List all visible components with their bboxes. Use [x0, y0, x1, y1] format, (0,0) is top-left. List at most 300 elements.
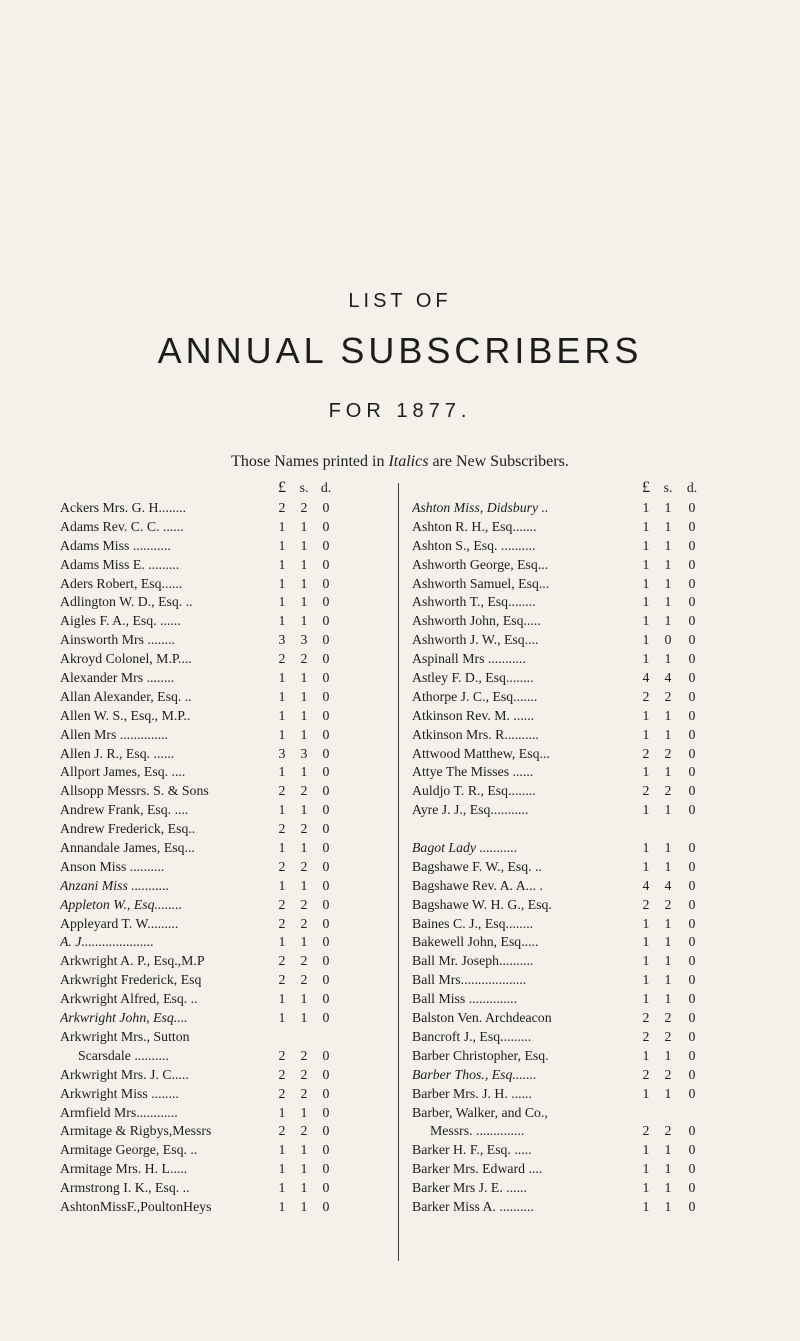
- subscriber-name: Ashworth George, Esq...: [412, 556, 549, 572]
- shillings-value: 1: [664, 858, 672, 874]
- subscriber-row: [412, 593, 757, 612]
- subscriber-name: Adlington W. D., Esq. ..: [60, 594, 193, 610]
- pounds-value: 1: [278, 991, 286, 1007]
- pounds-value: 1: [278, 1161, 286, 1177]
- shillings-value: 2: [664, 783, 672, 799]
- subscriber-name: Allen J. R., Esq. ......: [60, 745, 175, 761]
- shillings-header: s.: [299, 480, 309, 495]
- shillings-value: 2: [664, 745, 672, 761]
- shillings-value: 1: [300, 802, 308, 818]
- pounds-value: 1: [642, 840, 650, 856]
- subscriber-row: [60, 877, 395, 896]
- pence-value: 0: [688, 726, 696, 742]
- pence-header: d.: [686, 480, 698, 495]
- subscriber-name: Allport James, Esq. ....: [60, 764, 186, 780]
- subscriber-row: [60, 1141, 395, 1160]
- pence-value: 0: [322, 1047, 330, 1063]
- pounds-value: 1: [278, 840, 286, 856]
- subscriber-row: [60, 1028, 395, 1047]
- subscriber-name: Barber Christopher, Esq.: [412, 1047, 549, 1063]
- subscriber-row: [412, 1066, 757, 1085]
- subscriber-row: [412, 1198, 757, 1217]
- pence-value: 0: [688, 500, 696, 515]
- subscriber-name: Bakewell John, Esq.....: [412, 934, 539, 950]
- note-text-after: are New Subscribers.: [428, 453, 569, 470]
- shillings-value: 1: [664, 518, 672, 534]
- pence-value: 0: [322, 840, 330, 856]
- subscriber-row: [60, 1198, 395, 1217]
- shillings-value: 1: [300, 575, 308, 591]
- pence-value: 0: [322, 575, 330, 591]
- shillings-value: 1: [300, 556, 308, 572]
- pence-value: 0: [688, 953, 696, 969]
- pounds-value: 1: [642, 858, 650, 874]
- subscriber-name: Adams Miss E. .........: [60, 556, 180, 572]
- subscriber-row: [60, 952, 395, 971]
- shillings-value: 1: [300, 518, 308, 534]
- pounds-value: 1: [642, 972, 650, 988]
- subscriber-row: [412, 801, 757, 820]
- pounds-value: 1: [278, 556, 286, 572]
- list-title: LIST OF: [348, 290, 452, 312]
- subscriber-name: Barber Thos., Esq.......: [412, 1066, 537, 1082]
- subscriber-name: Appleton W., Esq........: [60, 896, 183, 912]
- subscriber-name: Barber, Walker, and Co.,: [412, 1104, 548, 1120]
- pounds-value: 1: [642, 726, 650, 742]
- subscriber-name: Ackers Mrs. G. H........: [60, 500, 187, 515]
- shillings-value: 1: [664, 1198, 672, 1214]
- subscriber-name: Ashworth J. W., Esq....: [412, 632, 539, 648]
- pence-value: 0: [322, 877, 330, 893]
- subscriber-name: Bagshawe Rev. A. A... .: [412, 877, 543, 893]
- subscriber-name: Adams Miss ...........: [60, 537, 171, 553]
- subscriber-name: Armstrong I. K., Esq. ..: [60, 1180, 190, 1196]
- pence-value: 0: [688, 858, 696, 874]
- subscriber-row: [60, 1009, 395, 1028]
- pence-value: 0: [688, 575, 696, 591]
- pence-value: 0: [688, 1123, 696, 1139]
- subscriber-row: [412, 1104, 757, 1123]
- pence-value: 0: [322, 991, 330, 1007]
- subscriber-name: Athorpe J. C., Esq.......: [412, 688, 538, 704]
- pence-value: 0: [322, 613, 330, 629]
- shillings-value: 1: [664, 707, 672, 723]
- pence-value: 0: [688, 1198, 696, 1214]
- pounds-value: 2: [642, 896, 650, 912]
- pounds-value: 1: [642, 575, 650, 591]
- subscriber-row: [60, 707, 395, 726]
- subscriber-row: [60, 1066, 395, 1085]
- pence-value: 0: [322, 858, 330, 874]
- pounds-value: 2: [642, 783, 650, 799]
- subscriber-row: [412, 1160, 757, 1179]
- subscriber-name: Astley F. D., Esq........: [412, 670, 534, 686]
- pounds-value: 1: [278, 670, 286, 686]
- subscriber-row: [412, 1028, 757, 1047]
- subscriber-name: Bagot Lady ...........: [412, 840, 518, 856]
- subscriber-name: Ayre J. J., Esq...........: [412, 802, 529, 818]
- shillings-value: 2: [664, 1010, 672, 1026]
- pounds-value: 4: [642, 877, 650, 893]
- subscriber-row: [412, 631, 757, 650]
- subscriber-name: Arkwright Mrs., Sutton: [60, 1028, 190, 1044]
- pounds-value: 3: [278, 632, 286, 648]
- pence-value: 0: [688, 1010, 696, 1026]
- shillings-value: 2: [664, 688, 672, 704]
- subscriber-row: [412, 669, 757, 688]
- subscriber-row: [60, 763, 395, 782]
- subscriber-row: [412, 537, 757, 556]
- pounds-value: 1: [642, 1085, 650, 1101]
- pounds-value: 2: [278, 972, 286, 988]
- column-header-left: [60, 477, 395, 499]
- pounds-value: 1: [642, 1142, 650, 1158]
- subscriber-row: [60, 820, 395, 839]
- shillings-value: 1: [300, 726, 308, 742]
- shillings-value: 1: [664, 802, 672, 818]
- subscriber-name: Messrs. ..............: [430, 1123, 525, 1139]
- shillings-value: 1: [300, 877, 308, 893]
- subscriber-row: [60, 593, 395, 612]
- subscriber-name: Armfield Mrs............: [60, 1104, 178, 1120]
- shillings-value: 2: [300, 1123, 308, 1139]
- column-divider: [398, 483, 399, 1261]
- shillings-value: 2: [300, 972, 308, 988]
- subscriber-row: [412, 499, 757, 518]
- pence-value: 0: [322, 1085, 330, 1101]
- pounds-value: 2: [642, 1066, 650, 1082]
- subscriber-name: Bagshawe W. H. G., Esq.: [412, 896, 552, 912]
- subscriber-row: [412, 839, 757, 858]
- pounds-value: 1: [642, 915, 650, 931]
- pounds-value: 1: [642, 1180, 650, 1196]
- pounds-value: 1: [642, 707, 650, 723]
- pence-value: 0: [322, 915, 330, 931]
- subscriber-row: [412, 556, 757, 575]
- pence-value: 0: [322, 670, 330, 686]
- subscriber-name: Ashton Miss, Didsbury ..: [412, 500, 549, 515]
- pence-value: 0: [322, 556, 330, 572]
- subscriber-row: [412, 952, 757, 971]
- shillings-value: 2: [300, 1066, 308, 1082]
- pounds-value: 3: [278, 745, 286, 761]
- shillings-value: 1: [664, 915, 672, 931]
- subscriber-row: [412, 1122, 757, 1141]
- subscriber-name: Attwood Matthew, Esq...: [412, 745, 550, 761]
- pounds-value: 2: [278, 953, 286, 969]
- pence-value: 0: [688, 651, 696, 667]
- pounds-value: 2: [278, 896, 286, 912]
- pence-value: 0: [322, 1161, 330, 1177]
- pounds-value: 1: [278, 1104, 286, 1120]
- subscriber-row: [60, 669, 395, 688]
- subscriber-row: [60, 896, 395, 915]
- subscriber-row: [412, 745, 757, 764]
- shillings-value: 0: [664, 632, 672, 648]
- subscriber-name: Auldjo T. R., Esq........: [412, 783, 536, 799]
- subscriber-row: [60, 575, 395, 594]
- subscriber-row: [60, 858, 395, 877]
- pence-value: 0: [688, 1066, 696, 1082]
- shillings-value: 1: [300, 1198, 308, 1214]
- pence-value: 0: [688, 915, 696, 931]
- subscriber-name: Armitage George, Esq. ..: [60, 1142, 198, 1158]
- subscriber-row: [412, 518, 757, 537]
- shillings-value: 2: [300, 500, 308, 515]
- subscriber-name: Allen W. S., Esq., M.P..: [60, 707, 191, 723]
- shillings-value: 1: [300, 1010, 308, 1026]
- pence-value: 0: [322, 1123, 330, 1139]
- subscriber-row: [412, 933, 757, 952]
- subscriber-row: [412, 612, 757, 631]
- subscriber-name: Adams Rev. C. C. ......: [60, 518, 184, 534]
- subscriber-row: [412, 688, 757, 707]
- shillings-value: 1: [300, 1180, 308, 1196]
- subscriber-name: Attye The Misses ......: [412, 764, 534, 780]
- pounds-value: 1: [642, 1198, 650, 1214]
- pence-value: 0: [322, 1066, 330, 1082]
- pounds-value: 4: [642, 670, 650, 686]
- shillings-value: 1: [664, 613, 672, 629]
- pounds-value: 1: [278, 594, 286, 610]
- subscriber-row: [60, 990, 395, 1009]
- pounds-value: 2: [642, 745, 650, 761]
- pence-value: 0: [322, 500, 330, 515]
- pounds-value: 2: [642, 1123, 650, 1139]
- pence-value: 0: [688, 594, 696, 610]
- pounds-value: 1: [278, 726, 286, 742]
- pounds-value: 1: [278, 764, 286, 780]
- pence-value: 0: [688, 1028, 696, 1044]
- pounds-value: 1: [642, 934, 650, 950]
- pence-value: 0: [688, 840, 696, 856]
- pounds-value: 1: [642, 1047, 650, 1063]
- subscriber-name: Allen Mrs ..............: [60, 726, 169, 742]
- subscriber-row: [60, 745, 395, 764]
- shillings-value: 1: [664, 972, 672, 988]
- pence-value: 0: [322, 1010, 330, 1026]
- pence-value: 0: [322, 972, 330, 988]
- pence-value: 0: [322, 745, 330, 761]
- subscriber-name: Aders Robert, Esq......: [60, 575, 183, 591]
- subscriber-row: [60, 631, 395, 650]
- pounds-value: 1: [278, 518, 286, 534]
- pounds-value: 2: [278, 821, 286, 837]
- shillings-value: 1: [664, 500, 672, 515]
- subscriber-row: [412, 726, 757, 745]
- subscriber-row: [412, 1085, 757, 1104]
- pence-value: 0: [322, 1142, 330, 1158]
- pounds-value: 1: [278, 537, 286, 553]
- subscriber-name: Alexander Mrs ........: [60, 670, 175, 686]
- pence-value: 0: [322, 1104, 330, 1120]
- subscriber-name: Appleyard T. W.........: [60, 915, 179, 931]
- pence-value: 0: [322, 783, 330, 799]
- subscriber-row: [412, 990, 757, 1009]
- note-text-before: Those Names printed in: [231, 453, 389, 470]
- pence-value: 0: [688, 632, 696, 648]
- pounds-value: 1: [278, 1198, 286, 1214]
- shillings-value: 1: [664, 1047, 672, 1063]
- subscriber-row: [412, 1179, 757, 1198]
- subscriber-name: Atkinson Mrs. R..........: [412, 726, 539, 742]
- pounds-value: 1: [278, 575, 286, 591]
- subscriber-row: [412, 575, 757, 594]
- pounds-value: 1: [642, 802, 650, 818]
- shillings-value: 1: [300, 613, 308, 629]
- subscriber-name: Aigles F. A., Esq. ......: [60, 613, 181, 629]
- shillings-value: 2: [300, 651, 308, 667]
- subscriber-row: [60, 1179, 395, 1198]
- pence-value: 0: [688, 934, 696, 950]
- subscriber-row: [412, 763, 757, 782]
- pence-value: 0: [322, 518, 330, 534]
- subscriber-name: Barker Miss A. ..........: [412, 1198, 534, 1214]
- subscriber-name: Anson Miss ..........: [60, 858, 165, 874]
- shillings-value: 2: [300, 783, 308, 799]
- shillings-value: 1: [664, 575, 672, 591]
- shillings-value: 1: [664, 934, 672, 950]
- subscriber-name: Ball Mrs...................: [412, 972, 527, 988]
- shillings-value: 2: [300, 953, 308, 969]
- shillings-value: 3: [300, 632, 308, 648]
- shillings-value: 1: [664, 1161, 672, 1177]
- pounds-value: 1: [278, 934, 286, 950]
- subscriber-row: [412, 1009, 757, 1028]
- subscriber-row: [60, 518, 395, 537]
- shillings-value: 1: [664, 991, 672, 1007]
- pounds-value: 1: [642, 1161, 650, 1177]
- subscriber-name: Akroyd Colonel, M.P....: [60, 651, 192, 667]
- pounds-value: 2: [278, 1066, 286, 1082]
- subscriber-name: Arkwright Alfred, Esq. ..: [60, 991, 198, 1007]
- subscriber-row: [412, 858, 757, 877]
- subscriber-name: Andrew Frank, Esq. ....: [60, 802, 189, 818]
- subscriber-name: Barker H. F., Esq. .....: [412, 1142, 532, 1158]
- subscriber-name: Balston Ven. Archdeacon: [412, 1010, 552, 1026]
- pounds-value: 1: [642, 651, 650, 667]
- subscriber-row: [60, 782, 395, 801]
- pence-value: 0: [322, 953, 330, 969]
- pence-value: 0: [688, 802, 696, 818]
- shillings-value: 1: [664, 953, 672, 969]
- pounds-value: 1: [642, 632, 650, 648]
- column-header-right: [412, 477, 757, 499]
- shillings-value: 1: [664, 651, 672, 667]
- subscriber-name: Barker Mrs. Edward ....: [412, 1161, 543, 1177]
- pounds-value: 1: [642, 518, 650, 534]
- shillings-value: 2: [300, 1047, 308, 1063]
- subscriber-row: [60, 1160, 395, 1179]
- subscriber-name: Barber Mrs. J. H. ......: [412, 1085, 532, 1101]
- pence-header: d.: [320, 480, 332, 495]
- subscriber-name: Arkwright Mrs. J. C.....: [60, 1066, 189, 1082]
- pounds-value: 2: [278, 915, 286, 931]
- subscriber-name: Anzani Miss ...........: [60, 877, 170, 893]
- pence-value: 0: [688, 1161, 696, 1177]
- pounds-value: 2: [278, 1085, 286, 1101]
- subscriber-name: Ainsworth Mrs ........: [60, 632, 175, 648]
- shillings-value: 1: [300, 1104, 308, 1120]
- shillings-value: 1: [664, 1085, 672, 1101]
- pence-value: 0: [688, 1085, 696, 1101]
- pence-value: 0: [688, 972, 696, 988]
- shillings-value: 2: [300, 896, 308, 912]
- note-text-italic: Italics: [388, 453, 429, 470]
- subscriber-row: [60, 915, 395, 934]
- shillings-value: 1: [300, 670, 308, 686]
- subscriber-row: [412, 915, 757, 934]
- subscriber-name: Arkwright Frederick, Esq: [60, 972, 202, 988]
- pounds-value: 1: [278, 688, 286, 704]
- pence-value: 0: [322, 934, 330, 950]
- subscriber-row: [60, 688, 395, 707]
- pence-value: 0: [688, 991, 696, 1007]
- pounds-value: 2: [278, 1047, 286, 1063]
- pence-value: 0: [688, 896, 696, 912]
- subscriber-name: Annandale James, Esq...: [60, 840, 195, 856]
- pence-value: 0: [322, 651, 330, 667]
- subscriber-name: Ashworth Samuel, Esq...: [412, 575, 550, 591]
- shillings-value: 1: [300, 840, 308, 856]
- pounds-value: 1: [278, 707, 286, 723]
- shillings-value: 2: [664, 1028, 672, 1044]
- shillings-value: 1: [300, 934, 308, 950]
- pounds-value: 2: [642, 1028, 650, 1044]
- subscriber-name: Andrew Frederick, Esq..: [60, 821, 196, 837]
- subscriber-row: [412, 896, 757, 915]
- pence-value: 0: [688, 1142, 696, 1158]
- subscriber-name: Barker Mrs J. E. ......: [412, 1180, 527, 1196]
- subscriber-name: A. J.....................: [60, 934, 154, 950]
- pence-value: 0: [322, 594, 330, 610]
- subscriber-name: Aspinall Mrs ...........: [412, 651, 526, 667]
- subscriber-name: Ashworth T., Esq........: [412, 594, 536, 610]
- pounds-value: 1: [278, 1010, 286, 1026]
- pounds-value: 1: [642, 500, 650, 515]
- pounds-value: 2: [642, 1010, 650, 1026]
- pence-value: 0: [688, 745, 696, 761]
- subscriber-name: Bagshawe F. W., Esq. ..: [412, 858, 542, 874]
- shillings-value: 3: [300, 745, 308, 761]
- shillings-value: 2: [664, 1066, 672, 1082]
- pence-value: 0: [322, 726, 330, 742]
- shillings-value: 1: [664, 1142, 672, 1158]
- pounds-value: 2: [278, 1123, 286, 1139]
- shillings-value: 1: [300, 537, 308, 553]
- pounds-value: 1: [278, 1142, 286, 1158]
- shillings-value: 4: [664, 670, 672, 686]
- pounds-header: £: [278, 479, 286, 496]
- shillings-value: 1: [664, 726, 672, 742]
- subscriber-name: Ashton S., Esq. ..........: [412, 537, 536, 553]
- pence-value: 0: [688, 783, 696, 799]
- shillings-value: 1: [664, 594, 672, 610]
- shillings-value: 2: [300, 1085, 308, 1101]
- shillings-value: 2: [664, 896, 672, 912]
- pence-value: 0: [322, 707, 330, 723]
- pence-value: 0: [688, 518, 696, 534]
- pence-value: 0: [688, 613, 696, 629]
- subscriber-row: [412, 707, 757, 726]
- pounds-value: 1: [642, 953, 650, 969]
- subscriber-row: [412, 650, 757, 669]
- subscriber-name: Armitage Mrs. H. L.....: [60, 1161, 188, 1177]
- subscriber-name: Ashworth John, Esq.....: [412, 613, 541, 629]
- subscriber-row: [60, 537, 395, 556]
- italics-note: [0, 453, 800, 471]
- shillings-value: 1: [664, 764, 672, 780]
